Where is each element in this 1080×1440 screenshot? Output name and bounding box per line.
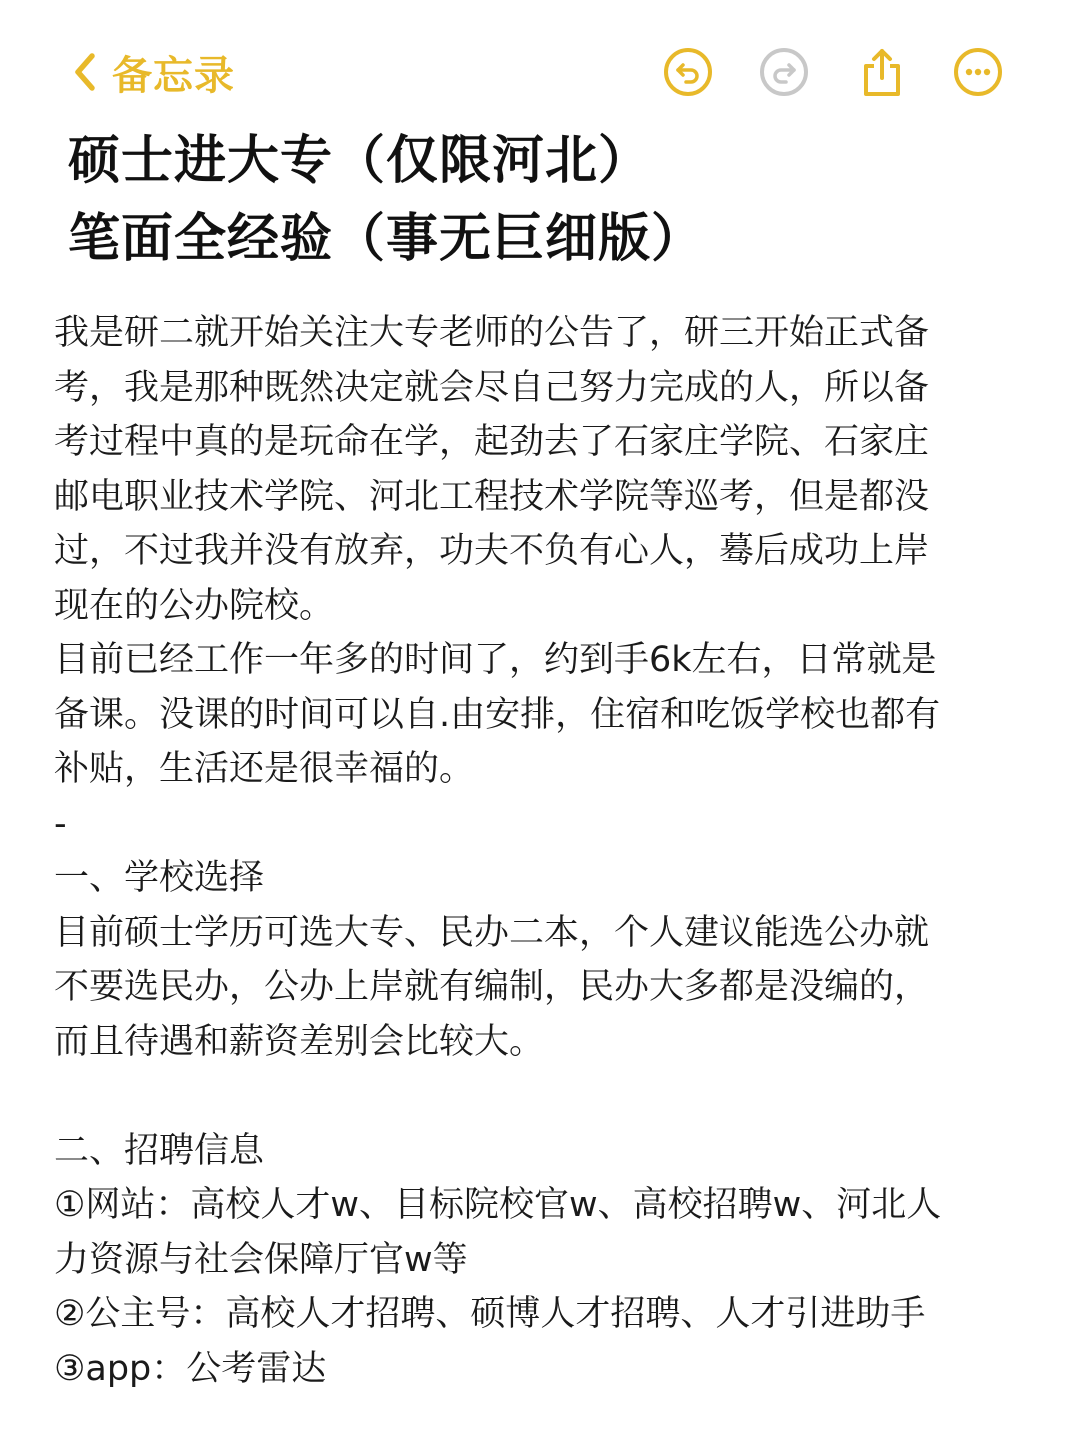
body-line: 现在的公办院校。 — [54, 585, 335, 626]
note-title[interactable] — [68, 122, 704, 278]
body-line: 而且待遇和薪资差别会比较大。 — [54, 1021, 545, 1062]
undo-icon — [662, 46, 714, 98]
body-line: 过，不过我并没有放弃，功夫不负有心人，蓦后成功上岸 — [54, 531, 930, 571]
more-icon — [952, 46, 1004, 98]
more-button[interactable] — [952, 46, 1004, 98]
body-line: 补贴，生活还是很幸福的。 — [54, 749, 475, 789]
section-heading: 二、招聘信息 — [54, 1130, 265, 1171]
back-chevron-icon — [72, 51, 98, 93]
body-line: 备课。没课的时间可以自.由安排，住宿和吃饭学校也都有 — [54, 694, 941, 735]
separator-line: - — [54, 803, 67, 844]
back-label: 备忘录 — [112, 52, 235, 99]
body-line: 目前已经工作一年多的时间了，约到手6k左右，日常就是 — [54, 640, 937, 680]
share-button[interactable] — [856, 46, 908, 98]
undo-button[interactable] — [662, 46, 714, 98]
list-item: ②公主号：高校人才招聘、硕博人才招聘、人才引进助手 — [54, 1294, 926, 1334]
redo-button[interactable] — [758, 46, 810, 98]
note-title-line: 笔面全经验（事无巨细版） — [68, 209, 705, 269]
share-icon — [856, 46, 908, 98]
note-body[interactable] — [54, 306, 1034, 1396]
redo-icon — [758, 46, 810, 98]
note-title-line: 硕士进大专（仅限河北） — [68, 131, 652, 191]
body-line: 考过程中真的是玩命在学，起劲去了石家庄学院、石家庄 — [54, 422, 930, 462]
back-button[interactable] — [72, 40, 235, 104]
list-item-continued: 力资源与社会保障厅官w等 — [54, 1239, 468, 1280]
list-item: ①网站：高校人才w、目标院校官w、高校招聘w、河北人 — [54, 1185, 942, 1225]
body-line: 不要选民办，公办上岸就有编制，民办大多都是没编的， — [54, 967, 930, 1007]
list-item: ③app：公考雷达 — [54, 1348, 327, 1389]
body-line: 考，我是那种既然决定就会尽自己努力完成的人，所以备 — [54, 367, 930, 408]
section-heading: 一、学校选择 — [54, 858, 265, 898]
blank-line — [54, 1069, 1034, 1124]
navigation-bar — [0, 38, 1080, 106]
body-line: 我是研二就开始关注大专老师的公告了，研三开始正式备 — [54, 313, 930, 353]
body-line: 邮电职业技术学院、河北工程技术学院等巡考，但是都没 — [54, 476, 930, 517]
body-line: 目前硕士学历可选大专、民办二本，个人建议能选公办就 — [54, 912, 930, 953]
